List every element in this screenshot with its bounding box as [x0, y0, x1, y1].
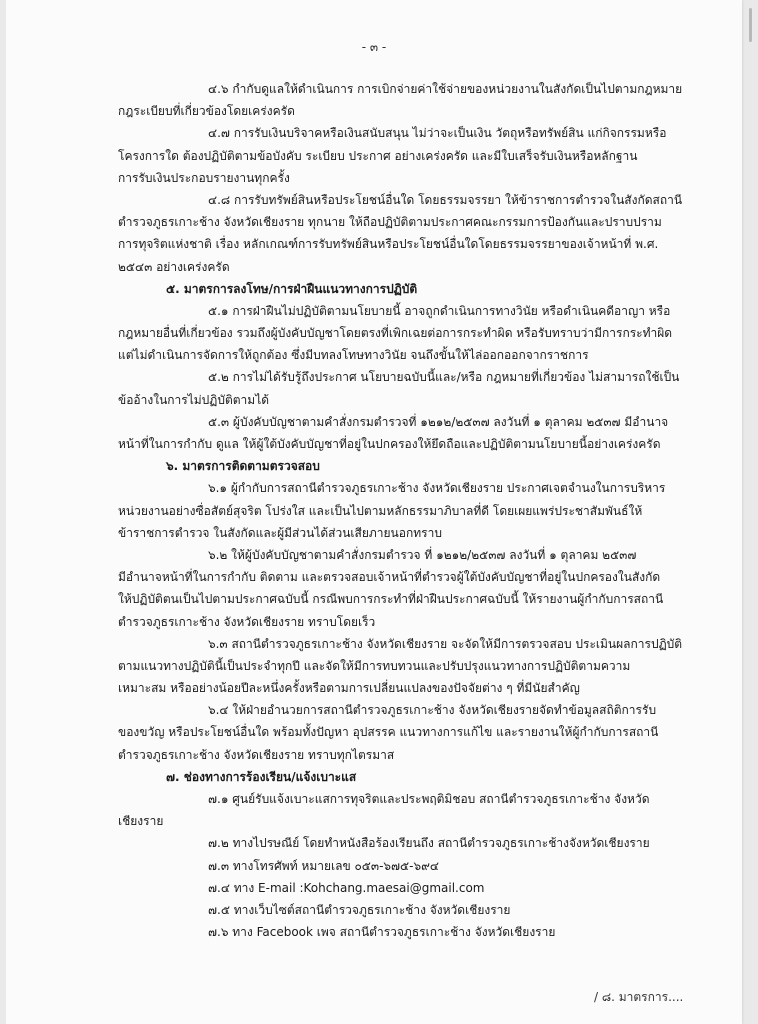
contact-line: ๗.๖ ทาง Facebook เพจ สถานีตำรวจภูธรเกาะช้าง จังหวัดเชียงราย [208, 925, 556, 940]
paragraph-line: ๕.๒ การไม่ได้รับรู้ถึงประกาศ นโยบายฉบับนี้และ/หรือ กฎหมายที่เกี่ยวข้อง ไม่สามารถใช้เป็น [208, 370, 680, 385]
paragraph-line: ๒๕๔๓ อย่างเคร่งครัด [118, 259, 230, 274]
section-heading: ๕. มาตรการลงโทษ/การฝ่าฝืนแนวทางการปฏิบัติ [166, 281, 418, 296]
contact-line: ๗.๓ ทางโทรศัพท์ หมายเลข ๐๕๓-๖๗๕-๖๙๔ [208, 858, 439, 873]
paragraph-line: หน้าที่ในการกำกับ ดูแล ให้ผู้ใต้บังคับบัญชาที่อยู่ในปกครองให้ยึดถือและปฏิบัติตามนโยบายนี้อย่างเคร่งครัด [118, 437, 661, 451]
paragraph-line: มีอำนาจหน้าที่ในการกำกับ ติดตาม และตรวจสอบเจ้าหน้าที่ตำรวจผู้ใต้บังคับบัญชาที่อยู่ในปกครองในสังกัด [118, 570, 661, 585]
contact-line: ๗.๒ ทางไปรษณีย์ โดยทำหนังสือร้องเรียนถึง สถานีตำรวจภูธรเกาะช้างจังหวัดเชียงราย [208, 836, 650, 851]
paragraph-line: ๖.๔ ให้ฝ่ายอำนวยการสถานีตำรวจภูธรเกาะช้าง จังหวัดเชียงรายจัดทำข้อมูลสถิติการรับ [208, 703, 657, 718]
paragraph-line: เชียงราย [118, 814, 164, 829]
paragraph-line: โครงการใด ต้องปฏิบัติตามข้อบังคับ ระเบียบ ประกาศ อย่างเคร่งครัด และมีใบเสร็จรับเงินหรือหลักฐาน [118, 148, 638, 163]
paragraph-line: ๔.๘ การรับทรัพย์สินหรือประโยชน์อื่นใด โดยธรรมจรรยา ให้ข้าราชการตำรวจในสังกัดสถานี [208, 192, 683, 207]
scrollbar-thumb[interactable] [749, 8, 752, 42]
paragraph-line: ให้ปฏิบัติตนเป็นไปตามประกาศฉบับนี้ กรณีพบการกระทำที่ฝ่าฝืนประกาศฉบับนี้ ให้รายงานผู้กำกับการสถานี [118, 592, 664, 607]
paragraph-line: กฎหมายอื่นที่เกี่ยวข้อง รวมถึงผู้บังคับบัญชาโดยตรงที่เพิกเฉยต่อการกระทำผิด หรือรับทราบว่ามีการกระทำผิด [118, 326, 673, 341]
paragraph-line: เหมาะสม หรืออย่างน้อยปีละหนึ่งครั้งหรือตามการเปลี่ยนแปลงของปัจจัยต่าง ๆ ที่มีนัยสำคัญ [118, 681, 580, 696]
document-body [118, 78, 694, 943]
paragraph-line: หน่วยงานอย่างซื่อสัตย์สุจริต โปร่งใส และเป็นไปตามหลักธรรมาภิบาลที่ดี โดยเผยแพร่ประชาสัมพันธ์ให้ [118, 503, 643, 518]
paragraph-line: ๖.๑ ผู้กำกับการสถานีตำรวจภูธรเกาะช้าง จังหวัดเชียงราย ประกาศเจตจำนงในการบริหาร [208, 481, 666, 496]
document-page [6, 0, 742, 1024]
section-heading: ๗. ช่องทางการร้องเรียน/แจ้งเบาะแส [166, 769, 357, 784]
paragraph-line: ๔.๖ กำกับดูแลให้ดำเนินการ การเบิกจ่ายค่าใช้จ่ายของหน่วยงานในสังกัดเป็นไปตามกฎหมาย [208, 82, 683, 96]
page-continuation: / ๘. มาตรการ.... [594, 990, 684, 1004]
paragraph-line: ตำรวจภูธรเกาะช้าง จังหวัดเชียงราย ทราบทุกไตรมาส [118, 747, 395, 762]
paragraph-line: ๖.๒ ให้ผู้บังคับบัญชาตามคำสั่งกรมตำรวจ ที่ ๑๒๑๒/๒๕๓๗ ลงวันที่ ๑ ตุลาคม ๒๕๓๗ [208, 547, 637, 562]
paragraph-line: ตำรวจภูธรเกาะช้าง จังหวัดเชียงราย ทราบโดยเร็ว [118, 614, 376, 629]
paragraph-line: ๕.๑ การฝ่าฝืนไม่ปฏิบัติตามนโยบายนี้ อาจถูกดำเนินการทางวินัย หรือดำเนินคดีอาญา หรือ [208, 303, 671, 318]
paragraph-line: แต่ไม่ดำเนินการจัดการให้ถูกต้อง ซึ่งมีบทลงโทษทางวินัย จนถึงขั้นให้ไล่ออกออกจากราชการ [118, 348, 589, 363]
paragraph-line: ๗.๑ ศูนย์รับแจ้งเบาะแสการทุจริตและประพฤติมิชอบ สถานีตำรวจภูธรเกาะช้าง จังหวัด [208, 792, 650, 806]
page-number: - ๓ - [361, 40, 387, 54]
paragraph-line: กฎระเบียบที่เกี่ยวข้องโดยเคร่งครัด [118, 104, 295, 119]
contact-line: ๗.๕ ทางเว็บไซต์สถานีตำรวจภูธรเกาะช้าง จังหวัดเชียงราย [208, 902, 511, 917]
contact-line: ๗.๔ ทาง E-mail :Kohchang.maesai@gmail.com [208, 880, 485, 895]
paragraph-line: ของขวัญ หรือประโยชน์อื่นใด พร้อมทั้งปัญหา อุปสรรค แนวทางการแก้ไข และรายงานให้ผู้กำกับการสถานี [118, 725, 659, 740]
paragraph-line: การรับเงินประกอบรายงานทุกครั้ง [118, 170, 290, 185]
paragraph-line: ตามแนวทางปฏิบัตินี้เป็นประจำทุกปี และจัดให้มีการทบทวนและปรับปรุงแนวทางการปฏิบัติตามความ [118, 658, 631, 673]
paragraph-line: การทุจริตแห่งชาติ เรื่อง หลักเกณฑ์การรับทรัพย์สินหรือประโยชน์อื่นใดโดยธรรมจรรยาของเจ้าหน้าที่ พ.ศ. [118, 237, 659, 252]
section-heading: ๖. มาตรการติดตามตรวจสอบ [166, 459, 320, 474]
paragraph-line: ๔.๗ การรับเงินบริจาคหรือเงินสนับสนุน ไม่ว่าจะเป็นเงิน วัตถุหรือทรัพย์สิน แก่กิจกรรมหรือ [208, 126, 667, 141]
paragraph-line: ตำรวจภูธรเกาะช้าง จังหวัดเชียงราย ทุกนาย ให้ถือปฏิบัติตามประกาศคณะกรรมการป้องกันและปราบปราม [118, 215, 662, 230]
paragraph-line: ๕.๓ ผู้บังคับบัญชาตามคำสั่งกรมตำรวจที่ ๑๒๑๒/๒๕๓๗ ลงวันที่ ๑ ตุลาคม ๒๕๓๗ มีอำนาจ [208, 414, 669, 429]
paragraph-line: ข้ออ้างในการไม่ปฏิบัติตามได้ [118, 392, 270, 407]
paragraph-line: ข้าราชการตำรวจ ในสังกัดและผู้มีส่วนได้ส่วนเสียภายนอกทราบ [118, 525, 442, 540]
paragraph-line: ๖.๓ สถานีตำรวจภูธรเกาะช้าง จังหวัดเชียงราย จะจัดให้มีการตรวจสอบ ประเมินผลการปฏิบัติ [208, 636, 683, 651]
